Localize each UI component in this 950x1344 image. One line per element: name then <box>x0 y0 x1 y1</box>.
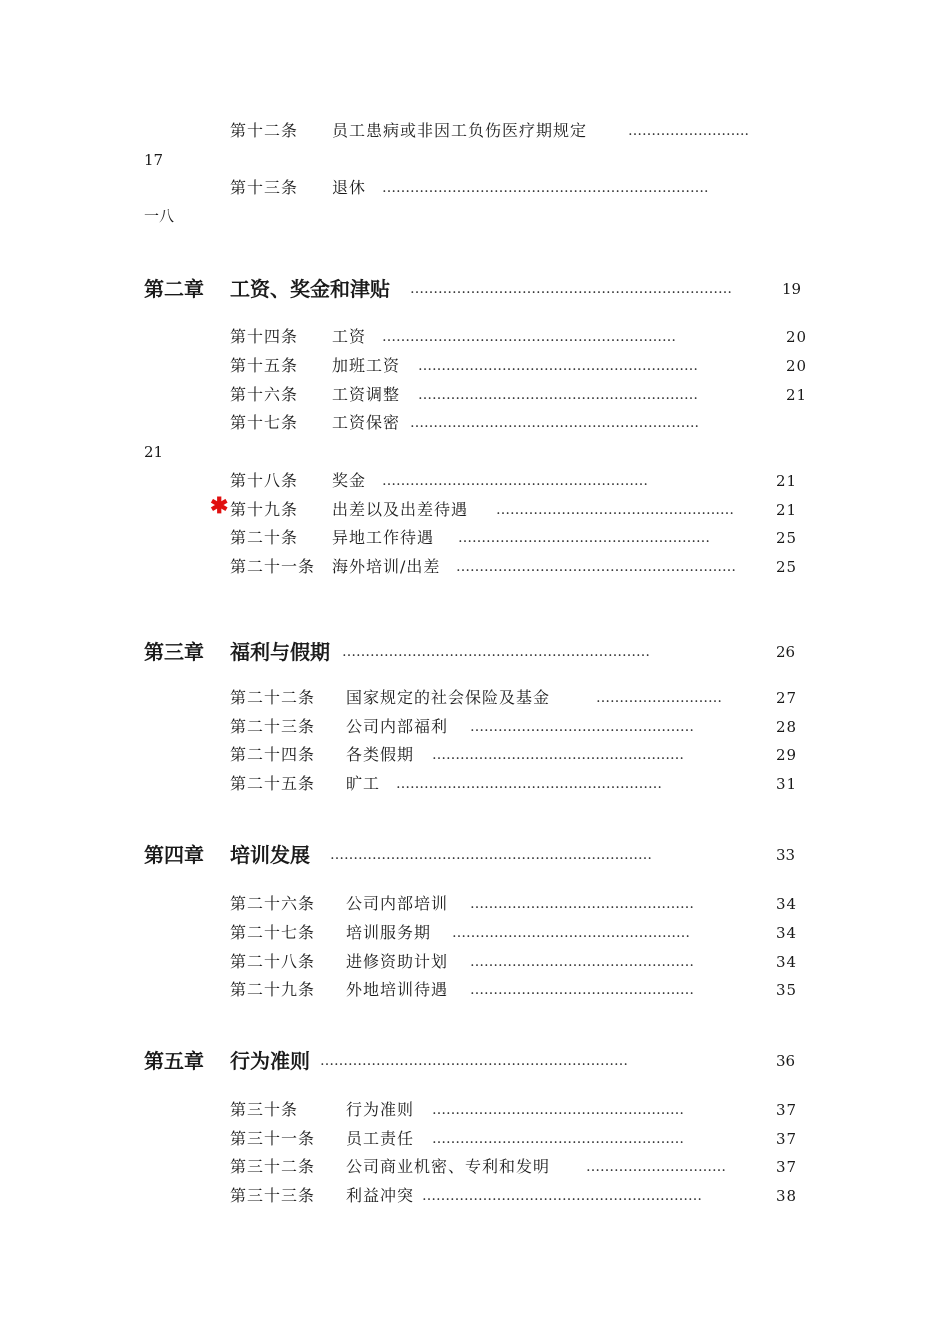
article-number: 第十五条 <box>230 356 299 375</box>
toc-entry-article-24[interactable] <box>0 741 950 769</box>
article-title: 进修资助计划 <box>346 952 449 971</box>
toc-entry-article-33[interactable] <box>0 1182 950 1210</box>
page-number: 38 <box>776 1187 798 1205</box>
leader-dots: …………………………………………………… <box>456 559 736 575</box>
leader-dots: …………………………………………………………… <box>330 847 652 863</box>
page-number: 37 <box>776 1158 798 1176</box>
article-title: 退休 <box>332 178 367 197</box>
article-number: 第二十四条 <box>230 745 316 764</box>
page-number: 37 <box>776 1130 798 1148</box>
toc-entry-article-13[interactable] <box>0 174 950 202</box>
asterisk-marker-icon: ✱ <box>210 493 230 519</box>
leader-dots: ………………………………………… <box>470 982 694 998</box>
leader-dots: ……………………………………………………………. <box>382 180 709 196</box>
toc-entry-article-16[interactable] <box>0 381 950 409</box>
toc-entry-article-17[interactable] <box>0 409 950 437</box>
toc-chapter-4[interactable] <box>0 839 950 871</box>
article-number: 第十八条 <box>230 471 299 490</box>
article-number: 第二十九条 <box>230 980 316 999</box>
chapter-number: 第二章 <box>144 277 204 301</box>
leader-dots: …………………………………………………… <box>422 1188 702 1204</box>
toc-entry-article-18[interactable] <box>0 467 950 495</box>
article-number: 第二十一条 <box>230 557 316 576</box>
leader-dots: ……………………………………………………… <box>382 329 676 345</box>
page-number: 21 <box>776 501 798 519</box>
toc-entry-article-30[interactable] <box>0 1096 950 1124</box>
article-title: 旷工 <box>346 774 381 793</box>
page-number: 31 <box>776 775 798 793</box>
article-number: 第三十二条 <box>230 1157 316 1176</box>
article-title: 出差以及出差待遇 <box>332 500 469 519</box>
article-number: 第十六条 <box>230 385 299 404</box>
leader-dots: ………………………… <box>586 1159 726 1175</box>
article-title: 奖金 <box>332 471 367 490</box>
article-title: 加班工资 <box>332 356 401 375</box>
article-number: 第十九条 <box>230 500 299 519</box>
leader-dots: …………………………………………………….. <box>410 415 699 431</box>
leader-dots: ………………………………………………… <box>396 776 662 792</box>
chapter-title: 工资、奖金和津贴 <box>230 277 390 301</box>
article-title: 外地培训待遇 <box>346 980 449 999</box>
article-number: 第二十二条 <box>230 688 316 707</box>
article-number: 第二十八条 <box>230 952 316 971</box>
toc-chapter-2[interactable] <box>0 273 950 305</box>
page-number: 34 <box>776 895 798 913</box>
page-number: 34 <box>776 953 798 971</box>
leader-dots: ……………………………………………… <box>432 1131 684 1147</box>
page-number: 33 <box>776 846 796 864</box>
article-number: 第三十一条 <box>230 1129 316 1148</box>
leader-dots: ……………………… <box>596 690 722 706</box>
leader-dots: ………………………………………………………… <box>320 1053 628 1069</box>
leader-dots: ………………………………………… <box>470 954 694 970</box>
article-title: 公司商业机密、专利和发明 <box>346 1157 551 1176</box>
article-title: 海外培训/出差 <box>332 557 441 576</box>
article-number: 第十二条 <box>230 121 299 140</box>
article-title: 公司内部培训 <box>346 894 449 913</box>
leader-dots: ………………………………………… <box>470 719 694 735</box>
article-title: 员工患病或非因工负伤医疗期规定 <box>332 121 588 140</box>
leader-dots: ……………………………………………… <box>458 530 710 546</box>
toc-entry-article-15[interactable] <box>0 352 950 380</box>
leader-dots: …………………………………………………… <box>418 387 698 403</box>
chapter-number: 第五章 <box>144 1049 204 1073</box>
leader-dots: …………………………………………………………… <box>410 281 732 297</box>
page-number: 25 <box>776 558 798 576</box>
toc-entry-article-21[interactable] <box>0 553 950 581</box>
article-title: 工资调整 <box>332 385 401 404</box>
toc-entry-article-26[interactable] <box>0 890 950 918</box>
page-number-wrapped: 21 <box>144 443 164 461</box>
article-title: 国家规定的社会保险及基金 <box>346 688 551 707</box>
article-number: 第三十条 <box>230 1100 299 1119</box>
toc-entry-article-29[interactable] <box>0 976 950 1004</box>
toc-entry-article-23[interactable] <box>0 713 950 741</box>
leader-dots: ………………………………………………… <box>382 473 648 489</box>
toc-entry-article-28[interactable] <box>0 948 950 976</box>
article-title: 工资 <box>332 327 367 346</box>
article-number: 第二十条 <box>230 528 299 547</box>
article-number: 第十四条 <box>230 327 299 346</box>
article-title: 异地工作待遇 <box>332 528 435 547</box>
toc-entry-article-25[interactable] <box>0 770 950 798</box>
article-title: 各类假期 <box>346 745 415 764</box>
page-number: 19 <box>782 280 802 298</box>
toc-entry-article-19[interactable] <box>0 493 950 524</box>
toc-entry-article-22[interactable] <box>0 684 950 712</box>
toc-chapter-5[interactable] <box>0 1045 950 1077</box>
article-title: 利益冲突 <box>346 1186 415 1205</box>
article-number: 第十三条 <box>230 178 299 197</box>
page-number: 34 <box>776 924 798 942</box>
leader-dots: ………………………………………………………… <box>342 644 650 660</box>
leader-dots: …………………………………………………… <box>418 358 698 374</box>
leader-dots: ……………………………………………… <box>432 747 684 763</box>
page-number: 28 <box>776 718 798 736</box>
article-title: 培训服务期 <box>346 923 432 942</box>
page-number: 20 <box>786 328 808 346</box>
chapter-number: 第三章 <box>144 640 204 664</box>
article-number: 第三十三条 <box>230 1186 316 1205</box>
toc-entry-article-31[interactable] <box>0 1125 950 1153</box>
page-number: 26 <box>776 643 796 661</box>
toc-chapter-3[interactable] <box>0 636 950 668</box>
page-number: 21 <box>776 472 798 490</box>
toc-entry-article-20[interactable] <box>0 524 950 552</box>
toc-entry-article-32[interactable] <box>0 1153 950 1181</box>
page-number: 37 <box>776 1101 798 1119</box>
article-title: 行为准则 <box>346 1100 415 1119</box>
article-number: 第二十三条 <box>230 717 316 736</box>
page-number: 25 <box>776 529 798 547</box>
page-number-wrapped: 一八 <box>144 207 175 225</box>
chapter-title: 福利与假期 <box>230 640 330 664</box>
page-number: 21 <box>786 386 808 404</box>
page-number: 36 <box>776 1052 796 1070</box>
chapter-number: 第四章 <box>144 843 204 867</box>
leader-dots: …………………………………………… <box>496 502 734 518</box>
page-number: 35 <box>776 981 798 999</box>
article-title: 工资保密 <box>332 413 401 432</box>
article-title: 公司内部福利 <box>346 717 449 736</box>
leader-dots: …………………….. <box>628 123 749 139</box>
leader-dots: ……………………………………………… <box>432 1102 684 1118</box>
toc-entry-article-27[interactable] <box>0 919 950 947</box>
page-number-wrapped: 17 <box>144 151 164 169</box>
article-number: 第二十六条 <box>230 894 316 913</box>
toc-entry-article-12[interactable] <box>0 117 950 145</box>
article-number: 第二十五条 <box>230 774 316 793</box>
article-number: 第十七条 <box>230 413 299 432</box>
leader-dots: …………………………………………… <box>452 925 690 941</box>
article-number: 第二十七条 <box>230 923 316 942</box>
chapter-title: 培训发展 <box>230 843 310 867</box>
page-number: 27 <box>776 689 798 707</box>
page-number: 20 <box>786 357 808 375</box>
page-number: 29 <box>776 746 798 764</box>
toc-entry-article-14[interactable] <box>0 323 950 351</box>
article-title: 员工责任 <box>346 1129 415 1148</box>
leader-dots: ………………………………………… <box>470 896 694 912</box>
chapter-title: 行为准则 <box>230 1049 310 1073</box>
